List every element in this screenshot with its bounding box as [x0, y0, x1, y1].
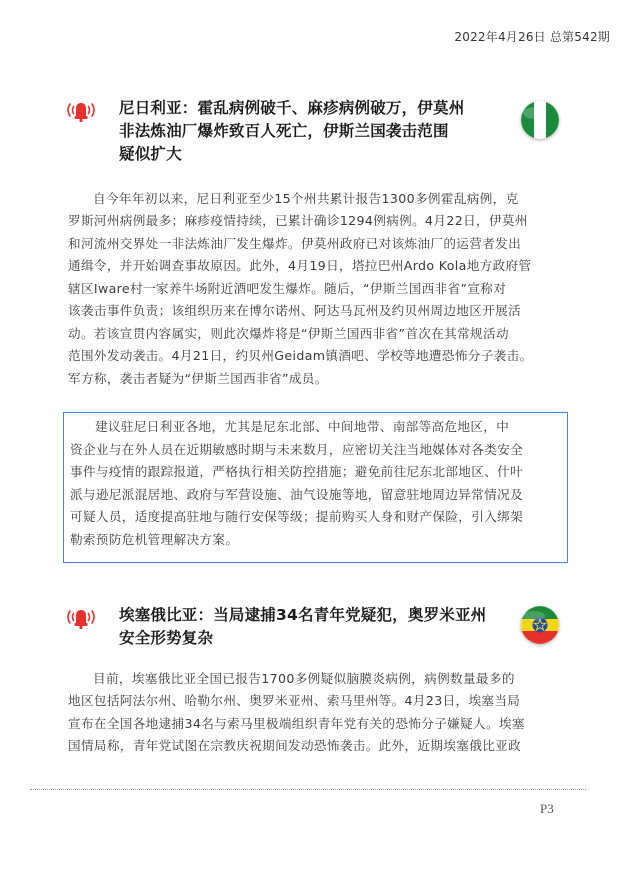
advice-line: 资企业与在外人员在近期敏感时期与未来数月，应密切关注当地媒体对各类安全 [70, 441, 524, 457]
ethiopia-paragraph-cont [68, 690, 564, 758]
advice-line: 派与逊尼派混居地、政府与军营设施、油气设施等地，留意驻地周边异常情况及 [70, 486, 524, 502]
paragraph-line: 军方称，袭击者疑为“伊斯兰国西非省”成员。 [68, 370, 328, 386]
title-line: 埃塞俄比亚：当局逮捕34名青年党疑犯，奥罗米亚州 [119, 606, 487, 624]
paragraph-line: 动。若该宣贯内容属实，则此次爆炸将是“伊斯兰国西非省”首次在其常规活动 [68, 325, 509, 341]
advice-box [63, 412, 568, 563]
paragraph-line: 地区包括阿法尔州、哈勒尔州、奥罗米亚州、索马里州等。4月23日，埃塞当局 [68, 693, 521, 708]
advice-line: 事件与疫情的跟踪报道，严格执行相关防控措施；避免前往尼东北部地区、什叶 [70, 464, 524, 479]
footer-divider [30, 789, 586, 790]
alarm-bell-icon [63, 606, 99, 630]
alarm-bell-icon [63, 99, 99, 123]
paragraph-line: 和河流州交界处一非法炼油厂发生爆炸。伊莫州政府已对该炼油厂的运营者发出 [68, 235, 522, 251]
paragraph-line: 国情局称，青年党试图在宗教庆祝期间发动恐怖袭击。此外，近期埃塞俄比亚政 [68, 738, 522, 753]
paragraph-line: 目前，埃塞俄比亚全国已报告1700多例疑似脑膜炎病例，病例数量最多的 [93, 671, 515, 686]
nigeria-paragraph-cont [68, 210, 564, 390]
issue-date-header: 2022年4月26日 总第542期 [454, 30, 610, 44]
paragraph-line: 范围外发动袭击。4月21日，约贝州Geidam镇酒吧、学校等地遭恐怖分子袭击。 [68, 348, 533, 363]
advice-text [70, 416, 563, 551]
ethiopia-flag [521, 606, 559, 644]
title-line: 非法炼油厂爆炸致百人死亡，伊斯兰国袭击范围 [119, 122, 449, 140]
section-title-ethiopia [119, 604, 486, 650]
advice-line: 可疑人员，适度提高驻地与随行安保等级；提前购买人身和财产保险，引入绑架 [70, 509, 524, 524]
page-number: P3 [540, 801, 554, 816]
nigeria-paragraph [68, 188, 564, 211]
paragraph-line: 宣布在全国各地逮捕34名与索马里极端组织青年党有关的恐怖分子嫌疑人。埃塞 [68, 715, 525, 731]
advice-line: 建议驻尼日利亚各地，尤其是尼东北部、中间地带、南部等高危地区，中 [95, 419, 510, 434]
nigeria-flag [521, 101, 559, 139]
title-line: 疑似扩大 [119, 145, 182, 163]
title-line: 尼日利亚：霍乱病例破千、麻疹病例破万，伊莫州 [119, 99, 465, 117]
title-line: 安全形势复杂 [119, 629, 214, 647]
paragraph-line: 通缉令，并开始调查事故原因。此外，4月19日，塔拉巴州Ardo Kola地方政府管 [68, 258, 532, 273]
ethiopia-paragraph [68, 668, 564, 691]
paragraph-line: 该袭击事件负责；该组织历来在博尔诺州、阿达马瓦州及约贝州周边地区开展活 [68, 303, 522, 318]
section-title-nigeria [119, 97, 464, 166]
advice-line: 勒索预防危机管理解决方案。 [70, 531, 239, 547]
paragraph-line: 自今年年初以来，尼日利亚至少15个州共累计报告1300多例霍乱病例，克 [93, 191, 519, 206]
paragraph-line: 辖区Iware村一家养牛场附近酒吧发生爆炸。随后，“伊斯兰国西非省”宣称对 [68, 280, 507, 296]
paragraph-line: 罗斯河州病例最多；麻疹疫情持续，已累计确诊1294例病例。4月22日，伊莫州 [68, 213, 528, 228]
